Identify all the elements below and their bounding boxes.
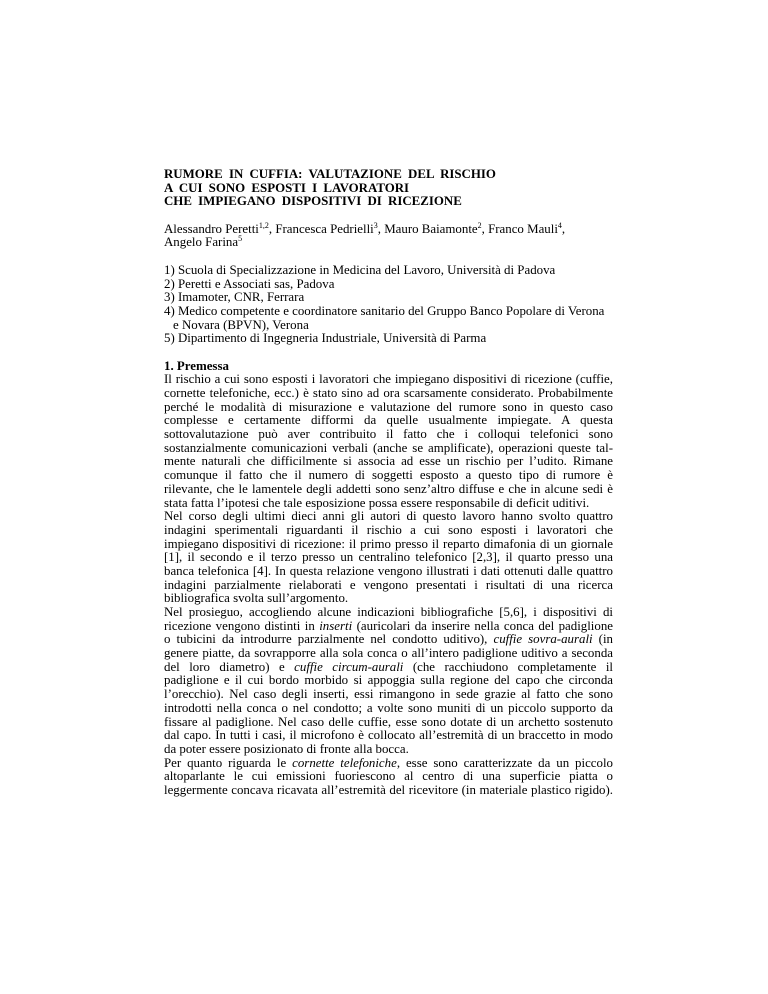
text-run: indagini parzialmente rielaborati e vengono presentati i risultati di una ricerca: [164, 577, 613, 592]
author-text: Angelo Farina: [164, 235, 239, 250]
author-list: [164, 220, 613, 250]
affiliation-superscript: 2: [477, 220, 482, 230]
text-line: [164, 592, 613, 606]
paragraph: [164, 373, 613, 510]
affiliation-item: 3) Imamoter, CNR, Ferrara: [164, 290, 305, 305]
text-run: o tubicini da introdurre parzialmente nel condotto uditivo),: [164, 632, 494, 647]
text-run: l’orecchio). Nel caso degli inserti, essi rimangono in sede grazie al fatto che sono: [164, 687, 613, 702]
italic-term: cuffie circum-aurali: [294, 659, 404, 674]
text-line: [164, 757, 613, 771]
affiliation-superscript: 3: [373, 220, 378, 230]
text-line: [164, 497, 613, 511]
text-line: [164, 688, 613, 702]
text-run: , esse sono caratterizzate da un piccolo: [396, 755, 613, 770]
italic-term: cornette telefoniche: [292, 755, 397, 770]
affiliation-superscript: 5: [238, 234, 243, 244]
text-line: [164, 743, 613, 757]
text-run: dal capo. In tutti i casi, il microfono è collocato all’estremità di un braccetto in modo: [164, 728, 613, 743]
text-run: stata fatta l’ipotesi che tale esposizione possa essere responsabile di deficit uditivi.: [164, 495, 590, 510]
text-run: complesse e certamente difformi da quelle usualmente impiegate. A questa: [164, 413, 613, 428]
affiliation-item: 5) Dipartimento di Ingegneria Industriale, Università di Parma: [164, 331, 487, 346]
text-line: [164, 565, 613, 579]
paragraph: [164, 757, 613, 798]
author-text: , Francesca Pedrielli: [268, 221, 374, 236]
text-run: Per quanto riguarda le: [164, 755, 293, 770]
text-run: padiglione e il cui bordo morbido si appoggia sulla regione del capo che circonda: [164, 673, 613, 688]
paper-title: [164, 168, 613, 209]
affiliation-superscript: 4: [557, 220, 562, 230]
text-run: rilevante, che le lamentele degli addetti sono senz’altro diffuse e che in alcune sedi è: [164, 481, 613, 496]
text-run: (auricolari da inserire nella conca del padiglione: [352, 618, 613, 633]
author-line: [164, 236, 613, 250]
text-run: cornette telefoniche, ecc.) è stato sino ad ora scarsamente considerato. Probabilmente: [164, 386, 613, 400]
text-line: [164, 510, 613, 524]
title-line: RUMORE IN CUFFIA: VALUTAZIONE DEL RISCHIO: [164, 167, 496, 181]
text-line: [164, 442, 613, 456]
text-line: [164, 770, 613, 784]
text-run: genere piatte, da sovrapporre alla sola conca o all’intero padiglione uditivo a seconda: [164, 646, 613, 661]
text-line: [164, 428, 613, 442]
text-run: ricezione vengono distinti in: [164, 618, 320, 633]
title-line: CHE IMPIEGANO DISPOSITIVI DI RICEZIONE: [164, 194, 462, 209]
text-run: altoparlante le cui emissioni fuoriescono al centro di una superficie piatta o: [164, 769, 613, 784]
text-line: [164, 524, 613, 538]
italic-term: cuffie sovra-aurali: [493, 632, 593, 647]
text-run: introdotti nella conca o nel condotto; a volte sono muniti di un piccolo supporto da: [164, 700, 613, 715]
title-line: A CUI SONO ESPOSTI I LAVORATORI: [164, 180, 410, 195]
affiliation-item: 4) Medico competente e coordinatore sanitario del Gruppo Banco Popolare di Verona: [164, 303, 605, 318]
text-line: [164, 633, 613, 647]
text-line: [164, 551, 613, 565]
text-run: [1], il secondo e il terzo presso un centralino telefonico [2,3], il quarto presso una: [164, 550, 613, 565]
document-page: [164, 168, 613, 798]
text-run: sostanzialmente comunicazioni verbali (anche se amplificate), operazioni queste tal-: [164, 440, 613, 455]
text-line: [164, 401, 613, 415]
text-line: [164, 702, 613, 716]
text-run: (che racchiudono completamente il: [403, 659, 614, 674]
text-run: indagini sperimentali riguardanti il rischio a cui sono esposti i lavoratori che: [164, 522, 613, 537]
text-run: banca telefonica [4]. In questa relazione vengono illustrati i dati ottenuti dalle quattro: [164, 563, 613, 578]
affiliation-item: 2) Peretti e Associati sas, Padova: [164, 276, 335, 291]
text-run: mente naturali che difficilmente si associa ad esse un rischio per l’udito. Rimane: [164, 454, 613, 469]
text-run: comunque il fatto che il numero di soggetti esposto a questo tipo di rumore è: [164, 468, 613, 483]
text-run: bibliografica svolta sull’argomento.: [164, 591, 349, 606]
text-line: [164, 579, 613, 593]
author-text: Alessandro Peretti: [164, 221, 259, 236]
text-line: [164, 729, 613, 743]
text-run: leggermente concava ricavata all’estremità del ricevitore (in materiale plastico rigido).: [164, 782, 613, 797]
paragraph: [164, 510, 613, 606]
text-run: perché le modalità di misurazione e valutazione del rumore sono in questo caso: [164, 399, 613, 414]
text-run: Nel prosieguo, accogliendo alcune indicazioni bibliografiche [5,6], i dispositivi di: [164, 605, 613, 619]
section-body: [164, 373, 613, 797]
italic-term: inserti: [319, 618, 353, 633]
text-line: [164, 373, 613, 387]
text-run: sottovalutazione può aver contribuito il fatto che i colloqui telefonici sono: [164, 427, 613, 442]
text-line: [164, 455, 613, 469]
text-run: da poter essere posizionato di fronte alla bocca.: [164, 741, 409, 756]
text-run: Nel corso degli ultimi dieci anni gli autori di questo lavoro hanno svolto quattro: [164, 509, 613, 524]
text-run: del loro diametro) e: [164, 659, 295, 674]
text-line: [164, 647, 613, 661]
affiliation-superscript: 1,2: [258, 220, 269, 230]
text-line: [164, 620, 613, 634]
author-text: , Mauro Baiamonte: [377, 221, 478, 236]
text-line: [164, 469, 613, 483]
text-line: [164, 538, 613, 552]
text-line: [164, 674, 613, 688]
text-line: [164, 414, 613, 428]
affiliation-item: 1) Scuola di Specializzazione in Medicina del Lavoro, Università di Padova: [164, 262, 556, 277]
affiliation-list: [164, 264, 613, 346]
author-text: ,: [561, 221, 566, 236]
text-run: fissare al padiglione. Nel caso delle cuffie, esse sono dotate di un archetto sostenuto: [164, 714, 613, 729]
text-line: [164, 606, 613, 620]
text-line: [164, 483, 613, 497]
text-line: [164, 784, 613, 798]
section-heading: 1. Premessa: [164, 358, 229, 373]
text-line: [164, 387, 613, 401]
affiliation-item: e Novara (BPVN), Verona: [173, 317, 309, 332]
text-line: [164, 716, 613, 730]
text-run: impiegano dispositivi di ricezione: il primo presso il reparto dimafonia di un giornale: [164, 536, 613, 551]
text-run: Il rischio a cui sono esposti i lavoratori che impiegano dispositivi di ricezione (cuffie,: [164, 372, 613, 387]
text-run: (in: [592, 632, 614, 647]
paragraph: [164, 606, 613, 757]
author-text: , Franco Mauli: [481, 221, 558, 236]
text-line: [164, 661, 613, 675]
